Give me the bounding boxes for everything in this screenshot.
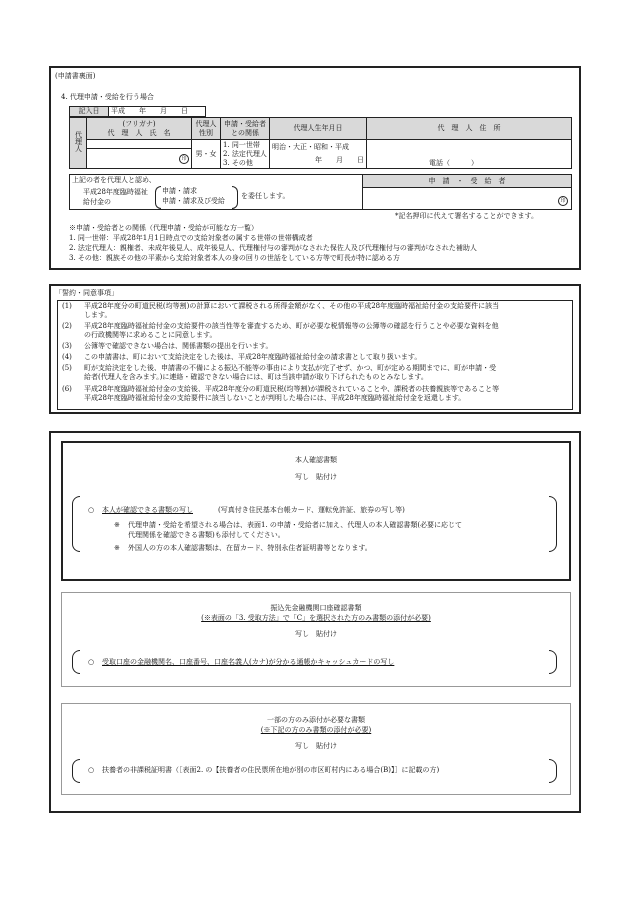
pledge-text-1: 平成28年度分の町道民税(均等割)の計算において課税される所得金額がなく、その他の平成28年度臨時福祉給付金の支給要件に該当 [84,302,500,310]
date-row [69,106,206,117]
bank-brace-left [72,650,80,674]
proxy-section-title: 4. 代理申請・受給を行う場合 [61,93,154,101]
delegation-tail: を委任します。 [241,192,290,200]
birth-field[interactable] [270,140,367,169]
id-main-rest: (写真付き住民基本台帳カード、運転免許証、旅券の写し等) [218,506,405,514]
name-kana-field[interactable] [87,140,192,149]
dependent-item: 扶養者の非課税証明書（［表面2. の【扶養者の住民票所在地が別の市区町村内にある場合(B)】］に記載の方) [102,766,440,774]
note-1: 1. 同一世帯：平成28年1月1日時点での支給対象者の属する世帯の世帯構成者 [69,234,313,242]
id-main-underlined: 本人が確認できる書類の写し [102,506,193,514]
delegation-brace-right [232,186,238,209]
proxy-row-header [70,118,87,169]
id-note1a: 代理申請・受給を希望される場合は、表面1. の申請・受給者に加え、代理人の本人確認書類(必要に応じて [128,521,463,529]
phone-label: 電話（ ） [429,159,478,167]
pledge-num-2: (2) [62,322,72,330]
bank-circle: ○ [88,658,95,666]
pledge-text-5b: 給者(代理人を含みます。)に連絡・確認できない場合には、町は当該申請が取り下げられたものとみなします。 [84,373,428,381]
bank-document-requirement: (※表面の「3. 受取方法」で「C」を選択された方のみ書類の添付が必要) [201,614,431,622]
relation-field[interactable] [221,140,270,169]
delegation-line1: 上記の者を代理人と認め、 [72,176,156,184]
id-brace-right [549,496,557,552]
pledge-text-3: 公簿等で確認できない場合は、関係書類の提出を行います。 [84,342,273,350]
address-col-header: 代 理 人 住 所 [367,118,572,140]
date-field[interactable]: 平成 年 月 日 [109,107,206,117]
id-note1b: 代理関係を確認できる書類)も添付してください。 [128,531,285,539]
id-brace-left [72,496,80,552]
era-options: 明治・大正・昭和・平成 [272,143,349,151]
id-circle: ○ [88,506,95,514]
delegation-option-1[interactable]: 申請・請求 [162,187,197,195]
birth-ymd: 年 月 日 [315,156,364,164]
applicant-sign-field[interactable] [363,188,571,209]
proxy-section [49,66,581,270]
date-label: 記入日 [70,107,109,117]
id-document-subtitle: 写し 貼付け [295,473,337,481]
id-note2: 外国人の方の本人確認書類は、在留カード、特別永住者証明書等となります。 [128,544,372,552]
gender-col-header: 代理人性別 [192,118,221,140]
name-label: 代 理 人 氏 名 [107,128,171,137]
note-2: 2. 法定代理人：親権者、未成年後見人、成年後見人、代理権付与の審判がなされた保佐人及び代理権付与の審判がなされた補助人 [69,244,477,252]
form-back-header: (申請書裏面) [55,72,96,80]
name-field[interactable] [87,149,192,169]
relation-option-3: 3. その他 [223,158,253,167]
birth-col-header: 代理人生年月日 [270,118,367,140]
pledge-num-5: (5) [62,364,72,372]
relation-option-2: 2. 法定代理人 [223,149,267,158]
pledge-num-6: (6) [62,385,72,393]
pledge-text-6b: 平成28年度臨時福祉給付金の支給要件に該当しないことが判明した場合には、平成28年度臨時福祉給付金を返還します。 [84,394,466,402]
applicant-header-label: 申 請 ・ 受 給 者 [428,177,506,185]
applicant-seal-icon: 印 [558,196,568,206]
delegation-brace-left [155,186,161,209]
delegation-option-2[interactable]: 申請・請求及び受給 [162,197,225,205]
dependent-document-title: 一部の方のみ添付が必要な書類 [267,716,365,724]
gender-field[interactable]: 男・女 [192,140,221,169]
relation-option-1: 1. 同一世帯 [223,140,260,149]
pledge-num-1: (1) [62,302,72,310]
pledge-title: 「誓約・同意事項」 [55,289,118,297]
bank-item: 受取口座の金融機関名、口座番号、口座名義人(カナ)が分かる通帳かキャッシュカードの写し [102,658,395,666]
name-kana-label: (フリガナ) [122,119,156,128]
name-col-header [87,118,192,140]
pledge-text-1b: します。 [84,311,112,319]
proxy-table [69,117,572,169]
bank-document-subtitle: 写し 貼付け [295,630,337,638]
dependent-document-subtitle: 写し 貼付け [295,742,337,750]
note-3: 3. その他：親族その他の平素から支給対象者本人の身の回りの世話をしている方等で町長が特に認める方 [69,254,400,262]
id-note1-mark: ※ [114,521,120,529]
pledge-text-5: 町が支給決定をした後、申請書の不備による振込不能等の事由により支払が完了せず、かつ、町が定める期間までに、町が申請・受 [84,364,497,372]
seal-icon: 印 [179,154,189,164]
proxy-label: 代理人 [74,131,83,152]
pledge-text-4: この申請書は、町において支給決定をした後は、平成28年度臨時福祉給付金の請求書として取り扱います。 [84,353,422,361]
address-field[interactable] [367,140,572,169]
relation-col-header: 申請・受給者との関係 [221,118,270,140]
notes-title: ※申請・受給者との関係（代理申請・受給が可能な方一覧） [69,224,258,232]
bank-document-title: 振込先金融機関口座確認書類 [270,604,362,612]
sign-note: *記名押印に代えて署名することができます。 [395,212,538,220]
pledge-text-6: 平成28年度臨時福祉給付金の支給後、平成28年度分の町道民税(均等割)が課税されていることや、課税者の扶養親族等であること等 [84,385,500,393]
id-document-title: 本人確認書類 [295,456,337,464]
dependent-document-requirement: (※下記の方のみ書類の添付が必要) [260,726,372,734]
id-note2-mark: ※ [114,544,120,552]
dependent-circle: ○ [88,766,95,774]
dependent-brace-left [72,759,80,783]
delegation-line2b: 給付金の [83,198,111,206]
pledge-text-2b: の行政機関等に求めることに同意します。 [84,331,217,339]
pledge-text-2: 平成28年度臨時福祉給付金の支給要件の該当性等を審査するため、町が必要な税情報等の公簿等の確認を行うことや必要な資料を他 [84,322,499,330]
delegation-line2a: 平成28年度臨時福祉 [83,188,148,196]
pledge-num-3: (3) [62,342,72,350]
pledge-num-4: (4) [62,353,72,361]
